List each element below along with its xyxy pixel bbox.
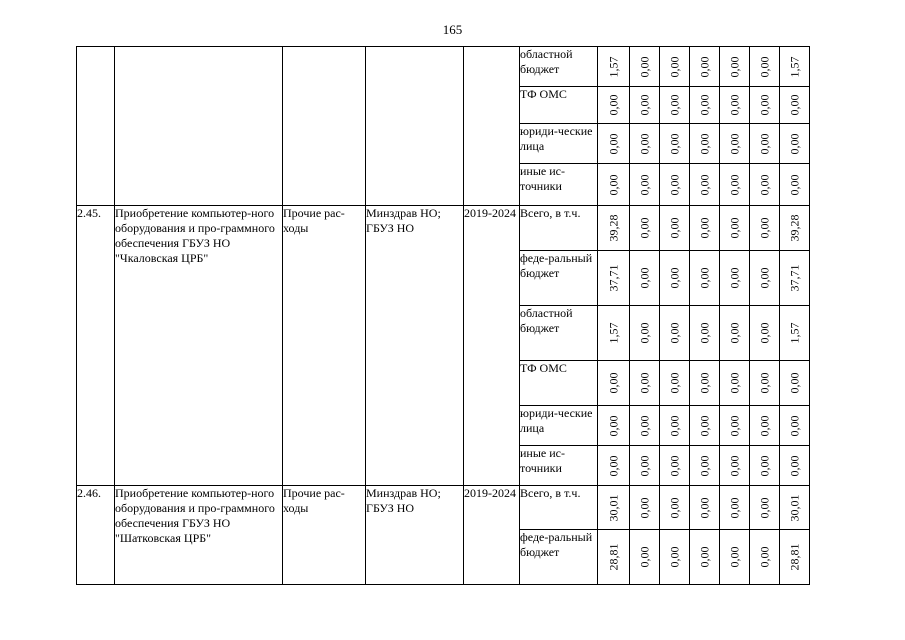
total-value-cell [780, 251, 810, 306]
year-value-cell [660, 530, 690, 585]
value-text: 0,00 [757, 322, 771, 344]
year-value-cell [720, 251, 750, 306]
value-text: 30,01 [787, 494, 801, 521]
year-value-cell [660, 306, 690, 361]
page-number: 165 [442, 22, 463, 37]
value-text: 0,00 [637, 415, 651, 436]
value-text: 0,00 [787, 174, 801, 195]
value-text: 0,00 [757, 546, 771, 568]
total-value-cell [780, 306, 810, 361]
year-value-cell [598, 406, 630, 446]
value-text: 0,00 [727, 133, 741, 154]
year-value-cell [630, 251, 660, 306]
year-value-cell [630, 486, 660, 530]
funding-table [76, 46, 869, 585]
year-value-cell [598, 306, 630, 361]
year-value-cell [750, 361, 780, 406]
year-value-cell [660, 47, 690, 87]
year-value-cell [598, 47, 630, 87]
value-text: 0,00 [667, 174, 681, 195]
value-text: 0,00 [697, 56, 711, 77]
value-text: 0,00 [757, 174, 771, 195]
funding-source: Всего, в т.ч. [520, 486, 598, 530]
year-value-cell [690, 306, 720, 361]
year-value-cell [750, 124, 780, 164]
year-value-cell [660, 87, 690, 124]
value-text: 0,00 [757, 217, 771, 239]
value-text: 0,00 [606, 133, 620, 154]
funding-source: иные ис-точники [520, 446, 598, 486]
year-value-cell [690, 251, 720, 306]
value-text: 0,00 [667, 133, 681, 154]
funding-source: юриди-ческие лица [520, 406, 598, 446]
year-value-cell [630, 446, 660, 486]
year-value-cell [690, 124, 720, 164]
value-text: 0,00 [697, 94, 711, 116]
year-value-cell [750, 406, 780, 446]
year-value-cell [660, 406, 690, 446]
total-value-cell [780, 486, 810, 530]
value-text: 0,00 [757, 455, 771, 476]
year-value-cell [690, 530, 720, 585]
funding-source: иные ис-точники [520, 164, 598, 206]
value-text: 0,00 [697, 322, 711, 344]
value-text: 0,00 [606, 455, 620, 476]
year-value-cell [750, 486, 780, 530]
value-text: 0,00 [637, 56, 651, 77]
year-value-cell [750, 87, 780, 124]
year-value-cell [750, 251, 780, 306]
funding-source: областной бюджет [520, 47, 598, 87]
value-text: 0,00 [727, 174, 741, 195]
value-text: 0,00 [667, 546, 681, 568]
item-number: 2.45. [77, 206, 115, 486]
item-executor: Минздрав НО; ГБУЗ НО [366, 486, 464, 585]
value-text: 0,00 [697, 455, 711, 476]
value-text: 0,00 [697, 133, 711, 154]
year-value-cell [690, 164, 720, 206]
value-text: 0,00 [787, 455, 801, 476]
total-value-cell [780, 87, 810, 124]
value-text: 0,00 [667, 322, 681, 344]
value-text: 0,00 [606, 372, 620, 394]
value-text: 0,00 [697, 174, 711, 195]
item-expense-type [283, 47, 366, 206]
value-text: 39,28 [606, 214, 620, 242]
item-period: 2019-2024 [464, 206, 520, 486]
year-value-cell [598, 206, 630, 251]
year-value-cell [750, 164, 780, 206]
value-text: 0,00 [637, 94, 651, 116]
value-text: 0,00 [727, 372, 741, 394]
year-value-cell [660, 486, 690, 530]
value-text: 0,00 [637, 133, 651, 154]
value-text: 1,57 [787, 322, 801, 344]
item-name [115, 47, 283, 206]
total-value-cell [780, 530, 810, 585]
year-value-cell [660, 164, 690, 206]
year-value-cell [690, 206, 720, 251]
year-value-cell [630, 124, 660, 164]
item-number: 2.46. [77, 486, 115, 585]
table-row [77, 206, 869, 251]
value-text: 0,00 [637, 546, 651, 568]
value-text: 30,01 [606, 494, 620, 521]
value-text: 0,00 [787, 372, 801, 394]
year-value-cell [598, 446, 630, 486]
value-text: 0,00 [697, 415, 711, 436]
total-value-cell [780, 206, 810, 251]
year-value-cell [630, 164, 660, 206]
item-executor: Минздрав НО; ГБУЗ НО [366, 206, 464, 486]
value-text: 0,00 [757, 267, 771, 289]
value-text: 0,00 [637, 217, 651, 239]
year-value-cell [720, 164, 750, 206]
value-text: 0,00 [727, 455, 741, 476]
table-row [77, 486, 869, 530]
value-text: 0,00 [637, 455, 651, 476]
item-name: Приобретение компьютер-ного оборудования и про-граммного обеспечения ГБУЗ НО "Шатковская ЦРБ" [115, 486, 283, 585]
year-value-cell [660, 251, 690, 306]
value-text: 0,00 [727, 322, 741, 344]
value-text: 0,00 [727, 94, 741, 116]
total-value-cell [780, 47, 810, 87]
value-text: 0,00 [727, 217, 741, 239]
item-period [464, 47, 520, 206]
year-value-cell [630, 47, 660, 87]
item-name: Приобретение компьютер-ного оборудования и про-граммного обеспечения ГБУЗ НО "Чкаловская ЦРБ" [115, 206, 283, 486]
year-value-cell [750, 530, 780, 585]
year-value-cell [598, 164, 630, 206]
year-value-cell [720, 87, 750, 124]
total-value-cell [780, 361, 810, 406]
value-text: 0,00 [757, 372, 771, 394]
year-value-cell [750, 47, 780, 87]
value-text: 0,00 [637, 497, 651, 518]
value-text: 0,00 [727, 497, 741, 518]
year-value-cell [598, 251, 630, 306]
value-text: 37,71 [787, 264, 801, 292]
value-text: 0,00 [697, 372, 711, 394]
year-value-cell [690, 87, 720, 124]
year-value-cell [660, 446, 690, 486]
year-value-cell [720, 361, 750, 406]
year-value-cell [598, 361, 630, 406]
item-number [77, 47, 115, 206]
year-value-cell [720, 486, 750, 530]
year-value-cell [690, 47, 720, 87]
year-value-cell [720, 530, 750, 585]
item-expense-type: Прочие рас-ходы [283, 486, 366, 585]
funding-source: юриди-ческие лица [520, 124, 598, 164]
year-value-cell [630, 361, 660, 406]
value-text: 0,00 [787, 415, 801, 436]
year-value-cell [598, 530, 630, 585]
value-text: 0,00 [606, 415, 620, 436]
total-value-cell [780, 164, 810, 206]
year-value-cell [630, 306, 660, 361]
year-value-cell [598, 124, 630, 164]
funding-source: феде-ральный бюджет [520, 530, 598, 585]
value-text: 0,00 [606, 94, 620, 116]
value-text: 0,00 [667, 455, 681, 476]
year-value-cell [630, 530, 660, 585]
funding-source: ТФ ОМС [520, 87, 598, 124]
item-executor [366, 47, 464, 206]
value-text: 0,00 [667, 217, 681, 239]
value-text: 0,00 [637, 372, 651, 394]
item-period: 2019-2024 [464, 486, 520, 585]
value-text: 0,00 [727, 546, 741, 568]
value-text: 0,00 [667, 56, 681, 77]
value-text: 0,00 [757, 497, 771, 518]
value-text: 28,81 [606, 543, 620, 571]
year-value-cell [750, 206, 780, 251]
value-text: 0,00 [667, 372, 681, 394]
value-text: 0,00 [727, 415, 741, 436]
value-text: 39,28 [787, 214, 801, 242]
year-value-cell [750, 306, 780, 361]
value-text: 1,57 [606, 322, 620, 344]
value-text: 0,00 [697, 217, 711, 239]
value-text: 0,00 [757, 56, 771, 77]
value-text: 0,00 [667, 267, 681, 289]
year-value-cell [720, 206, 750, 251]
value-text: 0,00 [606, 174, 620, 195]
funding-source: феде-ральный бюджет [520, 251, 598, 306]
funding-source: Всего, в т.ч. [520, 206, 598, 251]
total-value-cell [780, 124, 810, 164]
table-row [77, 47, 869, 87]
value-text: 0,00 [757, 133, 771, 154]
total-value-cell [780, 406, 810, 446]
value-text: 0,00 [667, 415, 681, 436]
value-text: 1,57 [606, 56, 620, 77]
value-text: 0,00 [697, 546, 711, 568]
value-text: 0,00 [637, 322, 651, 344]
value-text: 0,00 [757, 94, 771, 116]
year-value-cell [690, 361, 720, 406]
year-value-cell [630, 87, 660, 124]
value-text: 0,00 [787, 94, 801, 116]
value-text: 0,00 [667, 497, 681, 518]
year-value-cell [720, 406, 750, 446]
year-value-cell [720, 306, 750, 361]
year-value-cell [660, 206, 690, 251]
value-text: 28,81 [787, 543, 801, 571]
value-text: 0,00 [787, 133, 801, 154]
year-value-cell [720, 124, 750, 164]
year-value-cell [690, 446, 720, 486]
value-text: 0,00 [727, 56, 741, 77]
year-value-cell [750, 446, 780, 486]
year-value-cell [660, 361, 690, 406]
value-text: 0,00 [667, 94, 681, 116]
funding-source: областной бюджет [520, 306, 598, 361]
value-text: 0,00 [637, 174, 651, 195]
value-text: 0,00 [637, 267, 651, 289]
year-value-cell [720, 446, 750, 486]
funding-source: ТФ ОМС [520, 361, 598, 406]
year-value-cell [630, 406, 660, 446]
year-value-cell [690, 406, 720, 446]
year-value-cell [690, 486, 720, 530]
year-value-cell [660, 124, 690, 164]
value-text: 0,00 [697, 267, 711, 289]
year-value-cell [598, 486, 630, 530]
value-text: 0,00 [727, 267, 741, 289]
value-text: 0,00 [757, 415, 771, 436]
year-value-cell [598, 87, 630, 124]
total-value-cell [780, 446, 810, 486]
year-value-cell [630, 206, 660, 251]
item-expense-type: Прочие рас-ходы [283, 206, 366, 486]
year-value-cell [720, 47, 750, 87]
value-text: 0,00 [697, 497, 711, 518]
value-text: 1,57 [787, 56, 801, 77]
value-text: 37,71 [606, 264, 620, 292]
